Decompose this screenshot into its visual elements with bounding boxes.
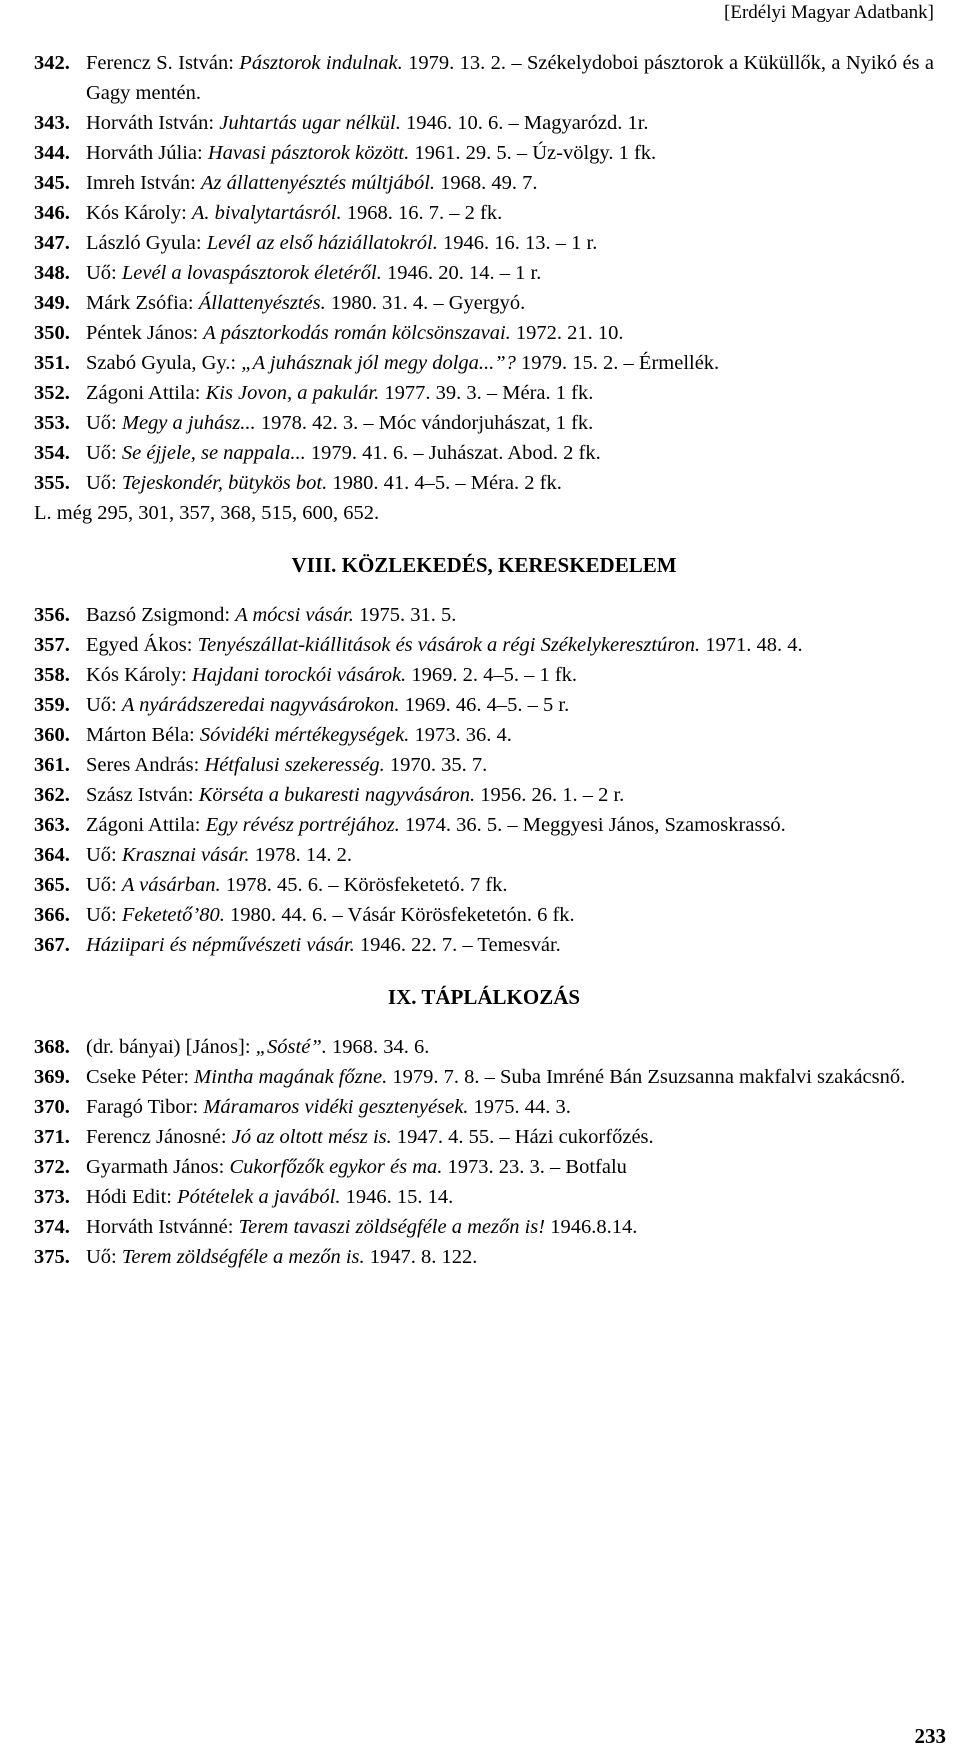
bibliography-entry [34, 1152, 934, 1182]
bibliography-entry [34, 1122, 934, 1152]
entry-number: 365. [34, 874, 70, 896]
entry-author: Uő: [86, 694, 122, 716]
entry-author: Uő: [86, 904, 122, 926]
entry-number: 352. [34, 382, 70, 404]
bibliography-entry [34, 348, 934, 378]
entry-author: Ferencz S. István: [86, 52, 240, 74]
bibliography-entry [34, 870, 934, 900]
entry-number: 351. [34, 352, 70, 374]
bibliography-entry [34, 1182, 934, 1212]
entry-author: Kós Károly: [86, 664, 192, 686]
entry-number: 364. [34, 844, 70, 866]
bibliography-entry [34, 690, 934, 720]
entry-author: Seres András: [86, 754, 205, 776]
entry-details: 1974. 36. 5. – Meggyesi János, Szamoskrassó. [399, 814, 786, 836]
bibliography-entry [34, 1032, 934, 1062]
entry-title: Cukorfőzők egykor és ma. [229, 1156, 443, 1178]
entry-details: 1956. 26. 1. – 2 r. [475, 784, 625, 806]
entry-details: 1978. 42. 3. – Móc vándorjuhászat, 1 fk. [255, 412, 594, 434]
entry-author: Horváth Istvánné: [86, 1216, 239, 1238]
entry-number: 363. [34, 814, 70, 836]
entry-title: Krasznai vásár. [121, 844, 250, 866]
entry-number: 369. [34, 1066, 70, 1088]
bibliography-entry [34, 198, 934, 228]
entry-details: 1946.8.14. [545, 1216, 638, 1238]
entry-details: 1968. 16. 7. – 2 fk. [341, 202, 503, 224]
entry-number: 342. [34, 52, 70, 74]
entry-title: Feketető’80. [121, 904, 225, 926]
entry-details: 1979. 15. 2. – Érmellék. [515, 352, 720, 374]
entry-details: 1973. 36. 4. [409, 724, 512, 746]
bibliography-entry [34, 840, 934, 870]
entry-title: Pótételek a javából. [177, 1186, 341, 1208]
entry-details: 1946. 22. 7. – Temesvár. [354, 934, 561, 956]
entry-author: Márk Zsófia: [86, 292, 199, 314]
entry-number: 366. [34, 904, 70, 926]
bibliography-entry [34, 288, 934, 318]
bibliography-entry [34, 900, 934, 930]
entry-details: 1969. 2. 4–5. – 1 fk. [406, 664, 578, 686]
entry-number: 348. [34, 262, 70, 284]
entry-number: 372. [34, 1156, 70, 1178]
page-number: 233 [914, 1724, 946, 1748]
bibliography-entry [34, 660, 934, 690]
entry-title: Állattenyésztés. [198, 292, 326, 314]
bibliography-entry [34, 720, 934, 750]
entry-title: Tejeskondér, bütykös bot. [121, 472, 328, 494]
entry-details: 1978. 45. 6. – Körösfeketetó. 7 fk. [220, 874, 508, 896]
entry-number: 367. [34, 934, 70, 956]
entry-author: Faragó Tibor: [86, 1096, 204, 1118]
entry-author: Szász István: [86, 784, 199, 806]
entry-details: 1978. 14. 2. [249, 844, 352, 866]
bibliography-content [34, 48, 934, 1272]
bibliography-entry [34, 600, 934, 630]
bibliography-entry [34, 1242, 934, 1272]
entry-number: 343. [34, 112, 70, 134]
bibliography-entry [34, 1062, 934, 1092]
entry-title: Kis Jovon, a pakulár. [205, 382, 380, 404]
bibliography-entry [34, 258, 934, 288]
bibliography-entry [34, 750, 934, 780]
entry-details: 1975. 31. 5. [353, 604, 457, 626]
entry-details: 1975. 44. 3. [468, 1096, 571, 1118]
entry-title: Jó az oltott mész is. [231, 1126, 392, 1148]
entry-number: 375. [34, 1246, 70, 1268]
entry-author: Gyarmath János: [86, 1156, 230, 1178]
entry-title: Levél a lovaspásztorok életéről. [121, 262, 382, 284]
entry-title: Körséta a bukaresti nagyvásáron. [198, 784, 476, 806]
entry-details: 1980. 31. 4. – Gyergyó. [325, 292, 526, 314]
entry-title: Egy révész portréjához. [205, 814, 400, 836]
entry-number: 357. [34, 634, 70, 656]
entry-details: 1946. 16. 13. – 1 r. [437, 232, 598, 254]
entry-author: Kós Károly: [86, 202, 192, 224]
entry-number: 358. [34, 664, 70, 686]
entry-details: 1979. 41. 6. – Juhászat. Abod. 2 fk. [305, 442, 601, 464]
entry-author: Szabó Gyula, Gy.: [86, 352, 242, 374]
entry-number: 362. [34, 784, 70, 806]
bibliography-entry [34, 138, 934, 168]
bibliography-entry [34, 438, 934, 468]
entry-number: 354. [34, 442, 70, 464]
bibliography-entry [34, 1212, 934, 1242]
entry-details: 1979. 7. 8. – Suba Imréné Bán Zsuzsanna makfalvi szakácsnő. [387, 1066, 906, 1088]
bibliography-entry [34, 108, 934, 138]
section-animal-husbandry [34, 48, 934, 498]
entry-author: Ferencz Jánosné: [86, 1126, 232, 1148]
entry-number: 374. [34, 1216, 70, 1238]
entry-number: 346. [34, 202, 70, 224]
entry-number: 360. [34, 724, 70, 746]
entry-number: 345. [34, 172, 70, 194]
entry-number: 355. [34, 472, 70, 494]
entry-details: 1946. 15. 14. [340, 1186, 454, 1208]
entry-details: 1972. 21. 10. [510, 322, 624, 344]
entry-title: Máramaros vidéki gesztenyések. [203, 1096, 469, 1118]
entry-title: A pásztorkodás román kölcsönszavai. [203, 322, 511, 344]
entry-details: 1970. 35. 7. [384, 754, 488, 776]
entry-number: 361. [34, 754, 70, 776]
bibliography-entry [34, 630, 934, 660]
entry-details: 1947. 4. 55. – Házi cukorfőzés. [391, 1126, 654, 1148]
entry-author: Péntek János: [86, 322, 204, 344]
entry-author: Hódi Edit: [86, 1186, 178, 1208]
entry-title: Pásztorok indulnak. [239, 52, 403, 74]
entry-title: Hajdani torockói vásárok. [191, 664, 407, 686]
entry-author: Zágoni Attila: [86, 814, 206, 836]
entry-author: Uő: [86, 1246, 122, 1268]
entry-number: 368. [34, 1036, 70, 1058]
entry-details: 1968. 34. 6. [326, 1036, 430, 1058]
entry-details: 1969. 46. 4–5. – 5 r. [399, 694, 570, 716]
entry-title: Hétfalusi szekeresség. [204, 754, 385, 776]
section-nutrition [34, 1032, 934, 1272]
entry-title: A mócsi vásár. [235, 604, 354, 626]
entry-details: 1979. 13. 2. – Székelydoboi pásztorok a Küküllők, a Nyikó és a Gagy mentén. [86, 52, 934, 104]
section-transport-trade [34, 600, 934, 960]
bibliography-entry [34, 318, 934, 348]
entry-author: Uő: [86, 844, 122, 866]
entry-title: A vásárban. [121, 874, 221, 896]
entry-number: 344. [34, 142, 70, 164]
entry-author: (dr. bányai) [János]: [86, 1036, 256, 1058]
entry-details: 1980. 44. 6. – Vásár Körösfeketetón. 6 fk. [224, 904, 575, 926]
entry-details: 1947. 8. 122. [364, 1246, 478, 1268]
section-heading-nutrition: IX. TÁPLÁLKOZÁS [387, 985, 581, 1009]
bibliography-entry [34, 228, 934, 258]
entry-title: Se éjjele, se nappala... [121, 442, 306, 464]
entry-details: 1946. 10. 6. – Magyarózd. 1r. [400, 112, 649, 134]
entry-number: 353. [34, 412, 70, 434]
entry-title: Tenyészállat-kiállitások és vásárok a régi Székelykeresztúron. [197, 634, 701, 656]
entry-title: Havasi pásztorok között. [207, 142, 410, 164]
entry-number: 371. [34, 1126, 70, 1148]
entry-number: 373. [34, 1186, 70, 1208]
entry-author: Bazsó Zsigmond: [86, 604, 236, 626]
entry-title: A nyárádszeredai nagyvásárokon. [121, 694, 400, 716]
entry-author: Egyed Ákos: [86, 634, 198, 656]
entry-author: Horváth Júlia: [86, 142, 208, 164]
entry-title: Háziipari és népművészeti vásár. [86, 934, 355, 956]
entry-author: Zágoni Attila: [86, 382, 206, 404]
bibliography-entry [34, 378, 934, 408]
entry-number: 347. [34, 232, 70, 254]
entry-title: Juhtartás ugar nélkül. [219, 112, 401, 134]
entry-title: „A juhásznak jól megy dolga...”? [241, 352, 516, 374]
entry-author: Cseke Péter: [86, 1066, 195, 1088]
entry-title: „Sósté”. [255, 1036, 327, 1058]
entry-title: Az állattenyésztés múltjából. [201, 172, 436, 194]
entry-details: 1973. 23. 3. – Botfalu [442, 1156, 627, 1178]
bibliography-entry [34, 48, 934, 108]
entry-author: Uő: [86, 412, 122, 434]
entry-number: 350. [34, 322, 70, 344]
entry-author: Uő: [86, 442, 122, 464]
section-heading-transport: VIII. KÖZLEKEDÉS, KERESKEDELEM [291, 553, 677, 577]
entry-details: 1980. 41. 4–5. – Méra. 2 fk. [327, 472, 562, 494]
entry-title: A. bivalytartásról. [191, 202, 342, 224]
entry-details: 1968. 49. 7. [435, 172, 538, 194]
bibliography-entry [34, 930, 934, 960]
entry-number: 349. [34, 292, 70, 314]
entry-number: 356. [34, 604, 70, 626]
entry-details: 1946. 20. 14. – 1 r. [381, 262, 542, 284]
entry-title: Terem tavaszi zöldségféle a mezőn is! [238, 1216, 546, 1238]
bibliography-entry [34, 408, 934, 438]
see-also: L. még 295, 301, 357, 368, 515, 600, 652. [34, 502, 380, 524]
entry-author: Uő: [86, 874, 122, 896]
entry-author: Imreh István: [86, 172, 201, 194]
entry-author: Uő: [86, 262, 122, 284]
entry-author: Márton Béla: [86, 724, 200, 746]
entry-title: Sóvidéki mértékegységek. [199, 724, 410, 746]
entry-details: 1977. 39. 3. – Méra. 1 fk. [379, 382, 594, 404]
bibliography-entry [34, 168, 934, 198]
entry-author: Horváth István: [86, 112, 220, 134]
entry-title: Terem zöldségféle a mezőn is. [121, 1246, 365, 1268]
entry-title: Levél az első háziállatokról. [206, 232, 438, 254]
bibliography-entry [34, 780, 934, 810]
entry-details: 1961. 29. 5. – Úz-völgy. 1 fk. [409, 142, 657, 164]
entry-title: Mintha magának főzne. [194, 1066, 388, 1088]
entry-number: 370. [34, 1096, 70, 1118]
entry-author: László Gyula: [86, 232, 207, 254]
bibliography-entry [34, 810, 934, 840]
page-header: [Erdélyi Magyar Adatbank] [724, 2, 934, 23]
entry-number: 359. [34, 694, 70, 716]
entry-details: 1971. 48. 4. [700, 634, 803, 656]
bibliography-entry [34, 468, 934, 498]
bibliography-entry [34, 1092, 934, 1122]
entry-title: Megy a juhász... [121, 412, 256, 434]
entry-author: Uő: [86, 472, 122, 494]
